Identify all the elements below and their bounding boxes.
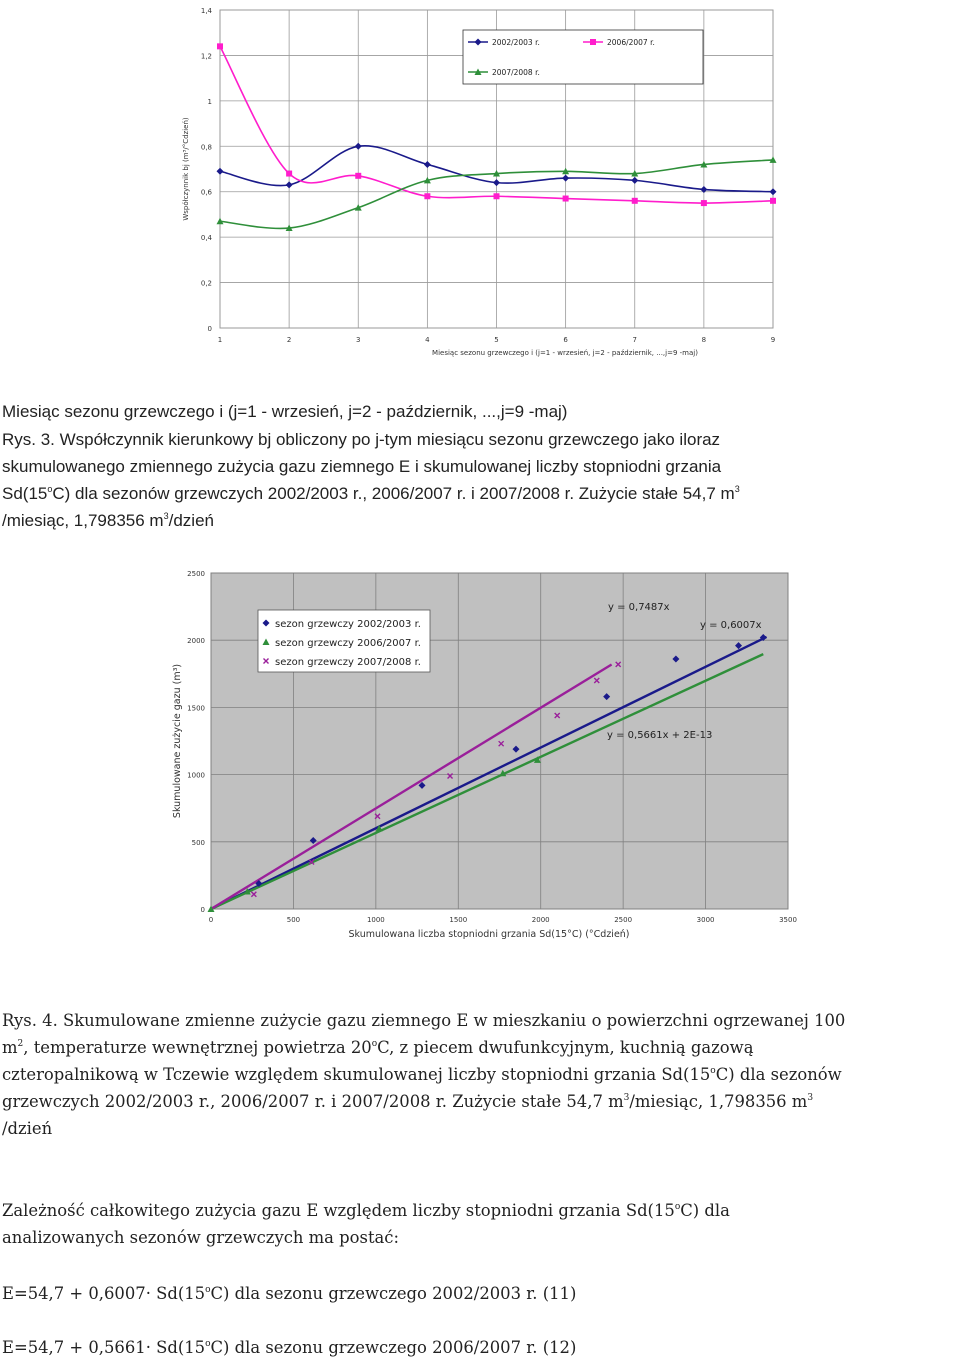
chart1-point-s1 [770,198,776,204]
figure3-caption [2,426,958,534]
chart2-y-tick-label: 0 [200,906,205,914]
chart2-y-tick-label: 1000 [187,771,205,780]
eq12-sup: o [205,1339,211,1349]
caption1-line3: skumulowanego zmiennego zużycia gazu ziemnego E i skumulowanej liczby stopniodni grzania [2,457,722,476]
chart1-y-tick-label: 0 [207,325,212,333]
eq11-a: E=54,7 + 0,6007· Sd(15 [2,1284,206,1303]
caption2-line4sup2: 3 [807,1093,814,1103]
chart1-point-s1 [494,193,500,199]
chart2-legend-label-1: sezon grzewczy 2006/2007 r. [275,638,421,649]
chart1-y-tick-label: 1,4 [200,7,212,15]
caption2-line4a: grzewczych 2002/2003 r., 2006/2007 r. i 2007/2008 r. Zużycie stałe 54,7 m [2,1092,624,1111]
chart1-x-tick-label: 8 [701,336,707,344]
chart1-x-tick-label: 9 [770,336,776,344]
chart1-point-s1 [286,171,292,177]
chart2-x-axis-label: Skumulowana liczba stopniodni grzania Sd(15°C) (°Cdzień) [348,929,630,940]
chart1-x-axis-label: Miesiąc sezonu grzewczego i (j=1 - wrzesień, j=2 - październik, ...,j=9 -maj) [432,349,698,357]
chart1-svg [170,0,790,368]
chart1-x-tick-label: 6 [563,336,568,344]
chart1-y-tick-label: 1,2 [200,52,212,61]
chart2-x-tick-label: 3000 [696,916,715,924]
caption1-line4a: Sd(15 [2,484,48,503]
caption1-line4sup: o [47,484,53,494]
caption2-line3b: C) dla sezonów [715,1065,842,1084]
caption1-line5b: /dzień [168,511,214,530]
chart2-y-tick-label: 1500 [187,704,205,713]
chart1-point-s1 [355,173,361,179]
caption1-line5sup: 3 [163,511,169,521]
chart2-svg [165,562,805,954]
chart2-x-tick-label: 2000 [531,916,550,924]
chart1-legend-label-2: 2007/2008 r. [492,68,540,77]
equation-11 [2,1280,958,1307]
caption2-line2a: m [2,1038,18,1057]
caption2-line2c: C, z piecem dwufunkcyjnym, kuchnią gazową [377,1038,754,1057]
chart2-x-tick-label: 2500 [614,916,633,924]
chart1-x-tick-label: 4 [425,336,430,344]
caption1-line2: Rys. 3. Współczynnik kierunkowy bj obliczony po j-tym miesiącu sezonu grzewczego jako iloraz [2,430,721,449]
chart1-legend-marker-1 [590,39,596,45]
eq12-a: E=54,7 + 0,5661· Sd(15 [2,1338,206,1357]
chart1-x-tick-label: 5 [494,336,499,344]
chart1-point-s1 [701,200,707,206]
chart2-y-tick-label: 2500 [187,570,205,578]
chart2-x-tick-label: 500 [286,916,301,924]
chart1-point-s1 [424,193,430,199]
chart1-x-tick-label: 3 [356,336,361,344]
eq11-b: C) dla sezonu grzewczego 2002/2003 r. (11) [210,1284,577,1303]
chart2-y-tick-label: 500 [191,838,205,847]
chart1-point-s1 [217,43,223,49]
caption2-line4b: /miesiąc, 1,798356 m [629,1092,808,1111]
chart1-point-s1 [563,196,569,202]
paragraph-line2: analizowanych sezonów grzewczych ma postać: [2,1228,400,1247]
chart2-x-tick-label: 1500 [449,916,468,924]
caption2-line2sup2: o [371,1039,378,1049]
chart1-axis-caption [2,398,958,425]
figure4-caption [2,1007,958,1142]
chart1-x-tick-label: 1 [217,336,223,344]
chart1-x-tick-label: 7 [632,336,637,344]
chart2-x-tick-label: 0 [208,916,214,924]
caption2-line2sup: 2 [17,1039,24,1049]
caption2-line3a: czteropalnikową w Tczewie względem skumulowanej liczby stopniodni grzania Sd(15 [2,1065,711,1084]
chart1-y-axis-label: Współczynnik bj (m³/°Cdzień) [182,117,190,221]
caption1-line1: Miesiąc sezonu grzewczego i (j=1 - wrzesień, j=2 - październik, ...,j=9 -maj) [2,402,568,421]
chart-cumulative-consumption [165,562,805,954]
chart1-y-tick-label: 0,6 [200,188,212,197]
chart1-point-s1 [632,198,638,204]
chart2-equation-1: y = 0,5661x + 2E-13 [607,730,713,741]
caption2-line5: /dzień [2,1119,53,1138]
chart2-equation-2: y = 0,7487x [608,602,670,613]
caption1-line5a: /miesiąc, 1,798356 m [2,511,164,530]
chart2-y-tick-label: 2000 [187,637,205,646]
chart2-x-tick-label: 3500 [779,916,797,924]
chart2-legend-label-0: sezon grzewczy 2002/2003 r. [275,619,421,630]
caption2-line4sup: 3 [623,1093,630,1103]
chart1-y-tick-label: 1 [207,97,212,106]
chart1-y-tick-label: 0,8 [200,143,212,152]
chart2-equation-0: y = 0,6007x [700,620,762,631]
caption1-line4b: C) dla sezonów grzewczych 2002/2003 r., 2006/2007 r. i 2007/2008 r. Zużycie stałe 54,7 m [52,484,735,503]
chart1-y-tick-label: 0,2 [200,279,212,288]
chart1-y-tick-label: 0,4 [200,234,212,243]
paragraph-line1a: Zależność całkowitego zużycia gazu E względem liczby stopniodni grzania Sd(15 [2,1201,675,1220]
equation-12 [2,1334,958,1361]
caption2-line2b: , temperaturze wewnętrznej powietrza 20 [23,1038,372,1057]
chart1-legend-label-0: 2002/2003 r. [492,38,540,47]
eq12-b: C) dla sezonu grzewczego 2006/2007 r. (12) [210,1338,577,1357]
caption2-line1: Rys. 4. Skumulowane zmienne zużycie gazu ziemnego E w mieszkaniu o powierzchni ogrzewanej 100 [2,1011,846,1030]
chart1-legend-label-1: 2006/2007 r. [607,38,655,47]
eq11-sup: o [205,1285,211,1295]
chart2-x-tick-label: 1000 [366,916,385,924]
paragraph-line1sup: o [674,1202,681,1212]
chart2-legend-label-2: sezon grzewczy 2007/2008 r. [275,657,421,668]
dependency-paragraph [2,1197,958,1251]
caption2-line3sup: o [710,1066,716,1076]
chart2-y-axis-label: Skumulowane zużycie gazu (m³) [172,663,183,819]
chart-monthly-coefficient [170,0,790,368]
chart1-x-tick-label: 2 [286,336,292,344]
caption1-line4sup2: 3 [734,484,740,494]
paragraph-line1b: C) dla [680,1201,730,1220]
